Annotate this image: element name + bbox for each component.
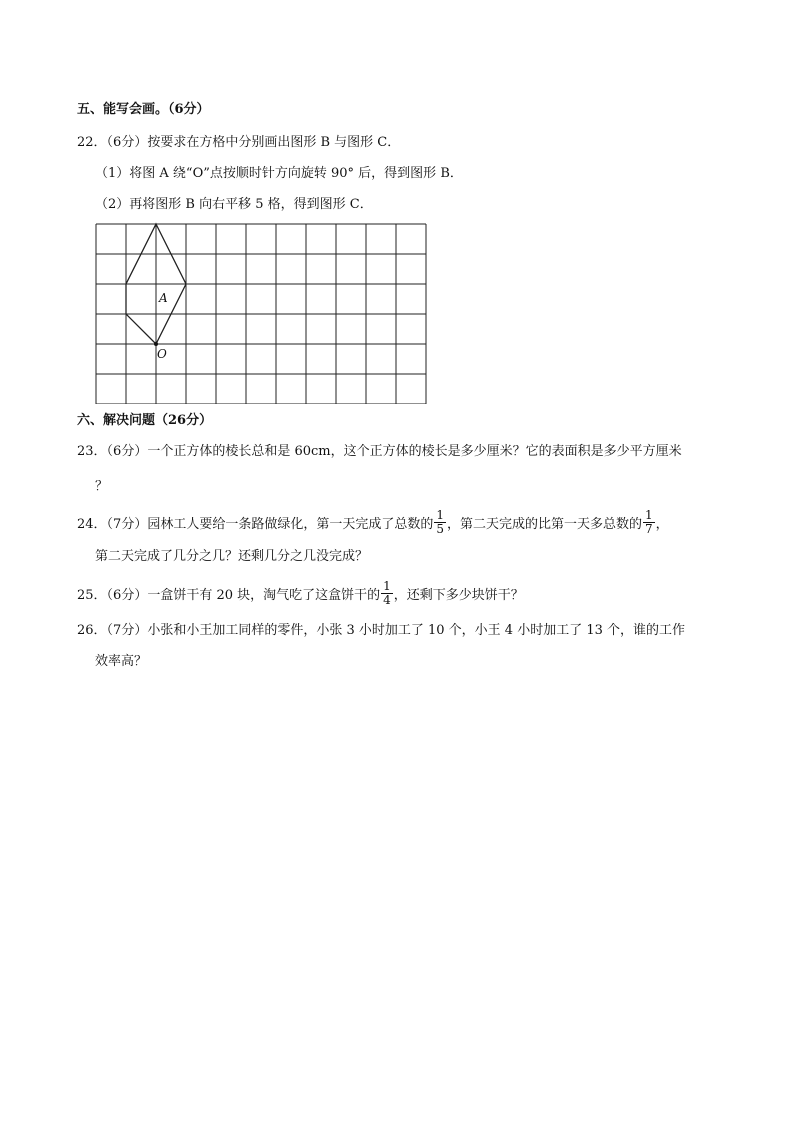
fraction-one-fifth: $\frac{1}{5}$ (436, 508, 444, 536)
question-25-text-1: 25．（6分）一盒饼干有 20 块，淘气吃了这盒饼干的 (77, 588, 381, 603)
section-5-heading: 五、能写会画。（6分） (77, 102, 210, 117)
question-26: 26．（7分）小张和小王加工同样的零件，小张 3 小时加工了 10 个，小王 4 小时加工了 13 个，谁的工作 (77, 623, 685, 638)
question-25 (77, 579, 524, 609)
question-24 (77, 508, 669, 538)
question-24-continued: 第二天完成了几分之几？还剩几分之几没完成？ (95, 549, 369, 564)
question-24-text-2: ，第二天完成的比第一天多总数的 (446, 517, 642, 532)
question-23: 23．（6分）一个正方体的棱长总和是 60cm，这个正方体的棱长是多少厘米？它的表面积是多少平方厘米 (77, 444, 682, 459)
question-24-text-3: ， (655, 517, 669, 532)
drawing-grid (95, 222, 429, 404)
question-26-continued: 效率高？ (95, 654, 148, 669)
question-22-part-1: （1）将图 A 绕“O”点按顺时针方向旋转 90° 后，得到图形 B． (95, 166, 463, 181)
grid-lines (96, 224, 426, 404)
fraction-one-seventh: $\frac{1}{7}$ (644, 508, 653, 536)
section-6-heading: 六、解决问题（26分） (77, 413, 213, 428)
label-a: A (159, 291, 168, 305)
fraction-one-quarter: $\frac{1}{4}$ (383, 579, 391, 607)
point-o (154, 342, 158, 346)
question-25-text-2: ，还剩下多少块饼干？ (393, 588, 524, 603)
label-o: O (157, 347, 167, 361)
question-22: 22．（6分）按要求在方格中分别画出图形 B 与图形 C． (77, 135, 401, 150)
question-24-text-1: 24．（7分）园林工人要给一条路做绿化，第一天完成了总数的 (77, 517, 434, 532)
question-23-continued: ？ (95, 479, 109, 494)
question-22-part-2: （2）再将图形 B 向右平移 5 格，得到图形 C． (95, 197, 373, 212)
